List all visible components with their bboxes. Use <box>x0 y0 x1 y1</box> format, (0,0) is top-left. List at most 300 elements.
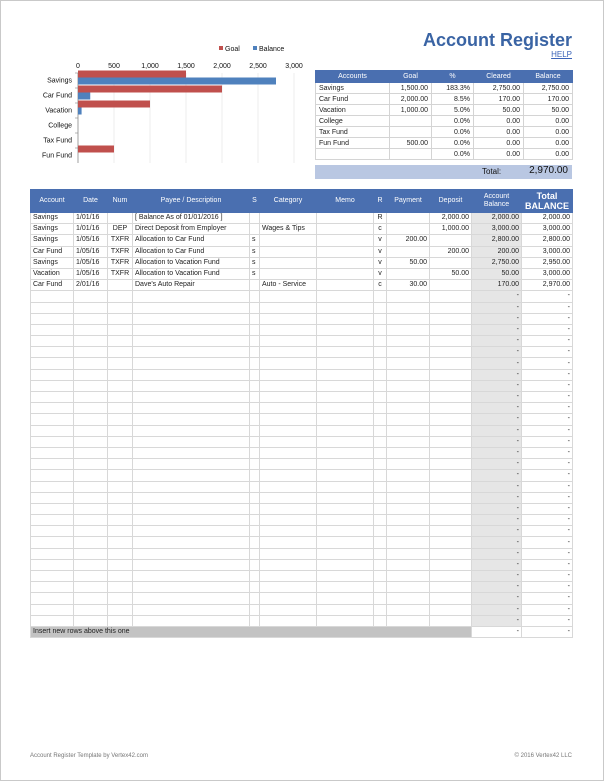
register-cell[interactable] <box>430 559 472 570</box>
register-cell[interactable] <box>430 436 472 447</box>
register-cell[interactable] <box>133 414 250 425</box>
register-cell[interactable] <box>387 447 430 458</box>
register-cell[interactable] <box>317 302 374 313</box>
register-cell[interactable] <box>387 380 430 391</box>
register-cell[interactable]: - <box>472 537 522 548</box>
register-cell[interactable]: 1/01/16 <box>74 224 108 235</box>
register-cell[interactable] <box>317 347 374 358</box>
register-cell[interactable]: 2/01/16 <box>74 280 108 291</box>
register-cell[interactable] <box>317 447 374 458</box>
register-cell[interactable] <box>74 481 108 492</box>
register-cell[interactable]: Dave's Auto Repair <box>133 280 250 291</box>
register-cell[interactable] <box>133 548 250 559</box>
register-cell[interactable] <box>250 515 260 526</box>
register-cell[interactable] <box>374 481 387 492</box>
register-cell[interactable]: - <box>522 571 573 582</box>
summary-cell[interactable]: 5.0% <box>432 105 474 116</box>
register-cell[interactable] <box>31 537 74 548</box>
register-cell[interactable] <box>31 358 74 369</box>
register-cell[interactable]: 3,000.00 <box>472 224 522 235</box>
register-cell[interactable] <box>317 571 374 582</box>
register-cell[interactable] <box>31 582 74 593</box>
register-cell[interactable]: 3,000.00 <box>522 268 573 279</box>
register-cell[interactable] <box>387 593 430 604</box>
register-cell[interactable]: 2,950.00 <box>522 257 573 268</box>
register-cell[interactable]: - <box>522 447 573 458</box>
register-cell[interactable] <box>31 526 74 537</box>
register-cell[interactable] <box>250 347 260 358</box>
register-cell[interactable] <box>317 392 374 403</box>
register-cell[interactable] <box>108 302 133 313</box>
register-cell[interactable]: - <box>522 615 573 626</box>
register-cell[interactable]: - <box>472 380 522 391</box>
register-cell[interactable] <box>317 582 374 593</box>
register-cell[interactable]: Allocation to Car Fund <box>133 235 250 246</box>
register-cell[interactable] <box>430 403 472 414</box>
register-cell[interactable] <box>74 336 108 347</box>
register-cell[interactable] <box>250 436 260 447</box>
register-cell[interactable] <box>108 436 133 447</box>
register-cell[interactable] <box>133 436 250 447</box>
register-cell[interactable]: - <box>522 548 573 559</box>
register-cell[interactable] <box>374 526 387 537</box>
register-cell[interactable] <box>317 481 374 492</box>
register-cell[interactable] <box>374 358 387 369</box>
register-cell[interactable]: - <box>472 526 522 537</box>
register-cell[interactable] <box>74 459 108 470</box>
register-cell[interactable] <box>133 447 250 458</box>
summary-cell[interactable] <box>390 127 432 138</box>
register-cell[interactable]: - <box>472 403 522 414</box>
register-cell[interactable] <box>250 369 260 380</box>
register-cell[interactable] <box>260 548 317 559</box>
register-cell[interactable] <box>133 571 250 582</box>
register-cell[interactable] <box>31 291 74 302</box>
register-cell[interactable] <box>31 515 74 526</box>
register-cell[interactable]: - <box>472 447 522 458</box>
register-cell[interactable]: 50.00 <box>430 268 472 279</box>
register-cell[interactable] <box>430 235 472 246</box>
register-cell[interactable] <box>374 403 387 414</box>
register-cell[interactable]: - <box>522 302 573 313</box>
summary-cell[interactable] <box>390 149 432 160</box>
register-cell[interactable] <box>108 447 133 458</box>
register-cell[interactable]: - <box>472 492 522 503</box>
summary-cell[interactable]: 8.5% <box>432 94 474 105</box>
register-cell[interactable] <box>74 347 108 358</box>
register-cell[interactable] <box>133 380 250 391</box>
register-cell[interactable] <box>250 582 260 593</box>
register-cell[interactable] <box>108 571 133 582</box>
register-cell[interactable] <box>31 425 74 436</box>
register-cell[interactable] <box>260 246 317 257</box>
register-cell[interactable] <box>31 470 74 481</box>
register-cell[interactable]: 2,800.00 <box>522 235 573 246</box>
register-cell[interactable] <box>374 324 387 335</box>
register-cell[interactable] <box>108 503 133 514</box>
register-cell[interactable]: - <box>522 369 573 380</box>
register-cell[interactable]: - <box>472 302 522 313</box>
register-cell[interactable] <box>74 436 108 447</box>
summary-cell[interactable] <box>390 116 432 127</box>
register-cell[interactable] <box>133 313 250 324</box>
register-cell[interactable]: Allocation to Vacation Fund <box>133 268 250 279</box>
summary-cell[interactable]: 0.0% <box>432 116 474 127</box>
register-cell[interactable] <box>31 380 74 391</box>
register-cell[interactable] <box>387 414 430 425</box>
register-cell[interactable] <box>374 447 387 458</box>
register-cell[interactable] <box>317 235 374 246</box>
register-cell[interactable] <box>108 459 133 470</box>
register-cell[interactable] <box>317 280 374 291</box>
register-cell[interactable]: 2,750.00 <box>472 257 522 268</box>
register-cell[interactable]: - <box>522 492 573 503</box>
register-cell[interactable] <box>108 425 133 436</box>
register-cell[interactable] <box>250 548 260 559</box>
summary-cell[interactable]: 0.0% <box>432 138 474 149</box>
register-cell[interactable] <box>317 257 374 268</box>
register-cell[interactable] <box>108 593 133 604</box>
register-cell[interactable] <box>374 571 387 582</box>
register-cell[interactable] <box>108 515 133 526</box>
register-cell[interactable]: - <box>472 503 522 514</box>
register-cell[interactable] <box>250 224 260 235</box>
register-cell[interactable] <box>317 336 374 347</box>
register-cell[interactable] <box>387 559 430 570</box>
register-cell[interactable]: - <box>522 414 573 425</box>
register-cell[interactable] <box>133 503 250 514</box>
register-cell[interactable] <box>260 537 317 548</box>
register-cell[interactable] <box>430 280 472 291</box>
register-cell[interactable] <box>31 436 74 447</box>
register-cell[interactable] <box>108 347 133 358</box>
summary-cell[interactable]: 2,000.00 <box>390 94 432 105</box>
register-cell[interactable]: 1/05/16 <box>74 246 108 257</box>
register-cell[interactable] <box>317 492 374 503</box>
register-cell[interactable] <box>31 392 74 403</box>
register-cell[interactable] <box>387 470 430 481</box>
register-cell[interactable] <box>108 313 133 324</box>
register-cell[interactable]: s <box>250 235 260 246</box>
register-cell[interactable] <box>108 582 133 593</box>
register-cell[interactable]: - <box>472 593 522 604</box>
register-cell[interactable] <box>31 414 74 425</box>
register-cell[interactable]: Savings <box>31 224 74 235</box>
register-cell[interactable] <box>133 324 250 335</box>
register-cell[interactable] <box>430 414 472 425</box>
register-cell[interactable]: [ Balance As of 01/01/2016 ] <box>133 213 250 224</box>
register-cell[interactable] <box>31 336 74 347</box>
register-cell[interactable] <box>260 291 317 302</box>
register-cell[interactable] <box>250 481 260 492</box>
register-cell[interactable]: - <box>522 358 573 369</box>
register-cell[interactable] <box>133 336 250 347</box>
register-cell[interactable] <box>430 369 472 380</box>
register-cell[interactable] <box>317 403 374 414</box>
summary-cell[interactable] <box>316 149 390 160</box>
register-cell[interactable] <box>430 313 472 324</box>
register-cell[interactable] <box>387 582 430 593</box>
register-cell[interactable] <box>260 425 317 436</box>
summary-cell[interactable]: 0.0% <box>432 149 474 160</box>
register-cell[interactable] <box>387 336 430 347</box>
summary-cell[interactable]: 2,750.00 <box>474 83 524 94</box>
register-cell[interactable] <box>374 582 387 593</box>
register-cell[interactable] <box>74 526 108 537</box>
register-cell[interactable]: - <box>522 515 573 526</box>
summary-cell[interactable]: 50.00 <box>474 105 524 116</box>
register-cell[interactable] <box>250 291 260 302</box>
register-cell[interactable]: - <box>522 313 573 324</box>
register-cell[interactable] <box>108 369 133 380</box>
register-cell[interactable] <box>430 548 472 559</box>
register-cell[interactable] <box>317 291 374 302</box>
register-cell[interactable] <box>108 481 133 492</box>
register-cell[interactable] <box>74 313 108 324</box>
register-cell[interactable] <box>74 358 108 369</box>
register-cell[interactable] <box>108 392 133 403</box>
register-cell[interactable] <box>108 380 133 391</box>
register-cell[interactable] <box>374 369 387 380</box>
register-cell[interactable] <box>74 571 108 582</box>
register-cell[interactable] <box>250 380 260 391</box>
register-cell[interactable] <box>317 224 374 235</box>
register-cell[interactable] <box>260 526 317 537</box>
register-cell[interactable] <box>374 503 387 514</box>
register-cell[interactable] <box>387 324 430 335</box>
register-cell[interactable] <box>260 392 317 403</box>
register-cell[interactable] <box>374 470 387 481</box>
register-cell[interactable] <box>133 291 250 302</box>
register-cell[interactable] <box>317 526 374 537</box>
register-cell[interactable] <box>374 336 387 347</box>
summary-cell[interactable]: 50.00 <box>524 105 573 116</box>
register-cell[interactable]: - <box>522 459 573 470</box>
register-cell[interactable] <box>108 604 133 615</box>
register-cell[interactable] <box>74 324 108 335</box>
register-cell[interactable] <box>108 280 133 291</box>
register-cell[interactable]: - <box>522 526 573 537</box>
register-cell[interactable]: Auto - Service <box>260 280 317 291</box>
register-cell[interactable] <box>430 447 472 458</box>
register-cell[interactable] <box>430 459 472 470</box>
register-cell[interactable]: 2,800.00 <box>472 235 522 246</box>
register-cell[interactable] <box>108 537 133 548</box>
register-cell[interactable] <box>260 604 317 615</box>
register-cell[interactable]: - <box>472 615 522 626</box>
register-cell[interactable] <box>31 492 74 503</box>
register-cell[interactable] <box>133 537 250 548</box>
register-cell[interactable]: Wages & Tips <box>260 224 317 235</box>
register-cell[interactable]: TXFR <box>108 268 133 279</box>
register-cell[interactable] <box>387 492 430 503</box>
register-cell[interactable] <box>430 324 472 335</box>
register-cell[interactable] <box>374 459 387 470</box>
summary-cell[interactable]: 0.00 <box>474 149 524 160</box>
register-cell[interactable] <box>430 481 472 492</box>
register-cell[interactable] <box>250 302 260 313</box>
register-cell[interactable]: 3,000.00 <box>522 246 573 257</box>
register-cell[interactable] <box>260 414 317 425</box>
register-cell[interactable] <box>260 571 317 582</box>
register-cell[interactable] <box>260 336 317 347</box>
register-cell[interactable]: - <box>522 604 573 615</box>
register-cell[interactable] <box>31 403 74 414</box>
register-cell[interactable] <box>31 593 74 604</box>
register-cell[interactable] <box>387 347 430 358</box>
register-cell[interactable] <box>74 559 108 570</box>
register-cell[interactable] <box>133 358 250 369</box>
register-cell[interactable]: s <box>250 246 260 257</box>
register-cell[interactable] <box>108 492 133 503</box>
register-cell[interactable] <box>430 537 472 548</box>
register-cell[interactable]: - <box>472 515 522 526</box>
register-cell[interactable]: 200.00 <box>387 235 430 246</box>
register-cell[interactable] <box>108 470 133 481</box>
summary-cell[interactable]: 0.00 <box>524 138 573 149</box>
register-cell[interactable]: Car Fund <box>31 246 74 257</box>
register-cell[interactable]: TXFR <box>108 235 133 246</box>
register-cell[interactable]: Savings <box>31 235 74 246</box>
register-cell[interactable] <box>317 369 374 380</box>
register-cell[interactable] <box>387 515 430 526</box>
register-cell[interactable] <box>133 604 250 615</box>
register-cell[interactable] <box>74 447 108 458</box>
register-cell[interactable] <box>74 515 108 526</box>
register-cell[interactable]: - <box>472 559 522 570</box>
register-cell[interactable] <box>260 380 317 391</box>
register-cell[interactable] <box>31 324 74 335</box>
register-cell[interactable] <box>260 582 317 593</box>
register-cell[interactable] <box>31 459 74 470</box>
summary-cell[interactable]: Savings <box>316 83 390 94</box>
register-cell[interactable] <box>133 526 250 537</box>
register-cell[interactable] <box>74 380 108 391</box>
register-cell[interactable] <box>387 615 430 626</box>
register-cell[interactable]: 1/05/16 <box>74 268 108 279</box>
register-cell[interactable]: 50.00 <box>387 257 430 268</box>
register-cell[interactable] <box>74 548 108 559</box>
register-cell[interactable]: Direct Deposit from Employer <box>133 224 250 235</box>
register-cell[interactable]: 1,000.00 <box>430 224 472 235</box>
register-cell[interactable] <box>430 582 472 593</box>
register-cell[interactable] <box>317 268 374 279</box>
register-cell[interactable] <box>317 436 374 447</box>
register-cell[interactable] <box>430 604 472 615</box>
register-cell[interactable] <box>74 425 108 436</box>
register-cell[interactable] <box>387 268 430 279</box>
register-cell[interactable] <box>133 403 250 414</box>
register-cell[interactable] <box>260 470 317 481</box>
register-cell[interactable]: - <box>472 414 522 425</box>
register-cell[interactable] <box>430 336 472 347</box>
summary-cell[interactable]: Fun Fund <box>316 138 390 149</box>
register-cell[interactable] <box>430 503 472 514</box>
register-cell[interactable] <box>260 593 317 604</box>
register-cell[interactable] <box>387 213 430 224</box>
register-cell[interactable] <box>108 414 133 425</box>
register-cell[interactable]: c <box>374 224 387 235</box>
register-cell[interactable]: 1/05/16 <box>74 235 108 246</box>
summary-cell[interactable]: 2,750.00 <box>524 83 573 94</box>
register-cell[interactable] <box>31 615 74 626</box>
register-cell[interactable]: - <box>472 436 522 447</box>
register-cell[interactable] <box>260 268 317 279</box>
register-cell[interactable]: 2,000.00 <box>522 213 573 224</box>
register-cell[interactable] <box>74 503 108 514</box>
register-cell[interactable]: - <box>472 347 522 358</box>
register-cell[interactable] <box>317 604 374 615</box>
register-cell[interactable] <box>387 481 430 492</box>
register-cell[interactable] <box>260 615 317 626</box>
register-cell[interactable] <box>31 369 74 380</box>
register-cell[interactable] <box>374 291 387 302</box>
register-cell[interactable] <box>374 313 387 324</box>
register-cell[interactable] <box>108 615 133 626</box>
register-cell[interactable] <box>250 593 260 604</box>
register-cell[interactable] <box>250 358 260 369</box>
register-cell[interactable] <box>31 548 74 559</box>
register-cell[interactable] <box>430 347 472 358</box>
register-cell[interactable] <box>31 604 74 615</box>
register-cell[interactable] <box>31 503 74 514</box>
register-cell[interactable] <box>317 593 374 604</box>
register-cell[interactable] <box>260 459 317 470</box>
register-cell[interactable]: - <box>522 336 573 347</box>
register-cell[interactable]: 1/01/16 <box>74 213 108 224</box>
register-cell[interactable] <box>387 537 430 548</box>
register-cell[interactable]: - <box>522 626 573 637</box>
register-cell[interactable] <box>260 213 317 224</box>
register-cell[interactable] <box>31 481 74 492</box>
register-cell[interactable] <box>387 313 430 324</box>
register-cell[interactable] <box>317 515 374 526</box>
register-cell[interactable] <box>387 526 430 537</box>
register-cell[interactable] <box>260 403 317 414</box>
register-cell[interactable]: - <box>472 336 522 347</box>
register-cell[interactable] <box>430 291 472 302</box>
register-cell[interactable]: v <box>374 246 387 257</box>
register-cell[interactable]: 170.00 <box>472 280 522 291</box>
register-cell[interactable] <box>387 291 430 302</box>
register-cell[interactable] <box>250 571 260 582</box>
register-cell[interactable] <box>374 559 387 570</box>
register-cell[interactable] <box>374 347 387 358</box>
register-cell[interactable]: - <box>472 459 522 470</box>
register-cell[interactable] <box>317 548 374 559</box>
register-cell[interactable] <box>317 358 374 369</box>
register-cell[interactable] <box>74 604 108 615</box>
summary-cell[interactable]: 1,500.00 <box>390 83 432 94</box>
register-cell[interactable] <box>31 559 74 570</box>
register-cell[interactable] <box>430 615 472 626</box>
register-cell[interactable] <box>430 492 472 503</box>
register-cell[interactable] <box>108 336 133 347</box>
register-cell[interactable] <box>374 548 387 559</box>
register-cell[interactable]: 200.00 <box>472 246 522 257</box>
register-cell[interactable] <box>430 302 472 313</box>
register-cell[interactable] <box>74 403 108 414</box>
register-cell[interactable]: - <box>522 425 573 436</box>
register-cell[interactable] <box>74 369 108 380</box>
register-cell[interactable]: 2,000.00 <box>430 213 472 224</box>
register-cell[interactable] <box>374 604 387 615</box>
register-cell[interactable] <box>133 559 250 570</box>
register-cell[interactable]: Vacation <box>31 268 74 279</box>
summary-cell[interactable]: 1,000.00 <box>390 105 432 116</box>
register-cell[interactable] <box>133 470 250 481</box>
register-cell[interactable] <box>387 571 430 582</box>
